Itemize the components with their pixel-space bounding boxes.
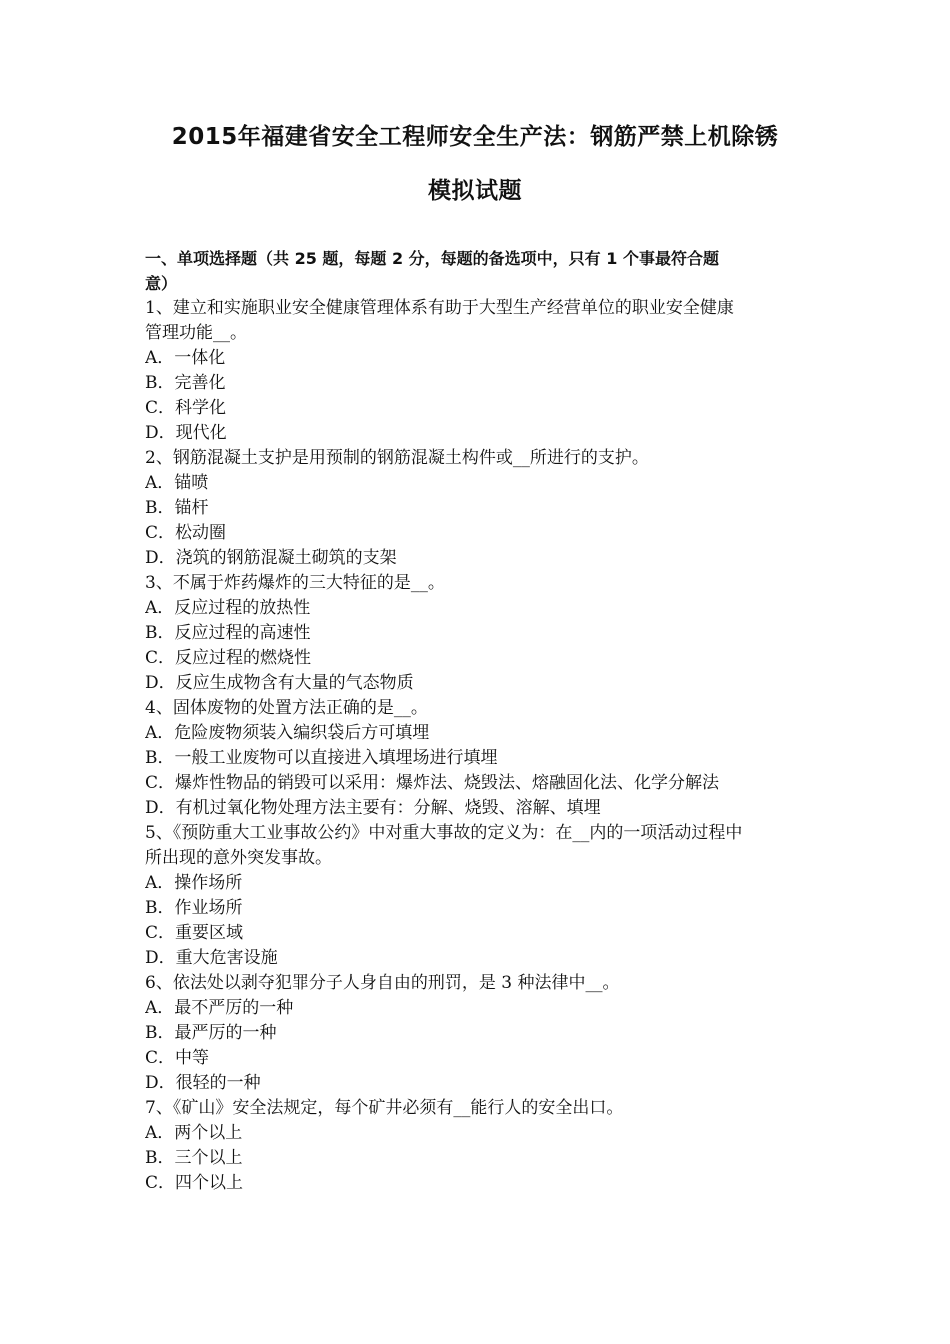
- question-item: [145, 296, 810, 446]
- question-stem-line: 管理功能__。: [145, 323, 247, 343]
- section-heading-line-1: 一、单项选择题（共 25 题，每题 2 分，每题的备选项中，只有 1 个事最符合题: [145, 249, 719, 268]
- answer-option: D．重大危害设施: [145, 948, 278, 968]
- question-item: [145, 971, 810, 1096]
- answer-option: C．松动圈: [145, 523, 227, 543]
- answer-option: D．浇筑的钢筋混凝土砌筑的支架: [145, 548, 397, 568]
- answer-option: C．反应过程的燃烧性: [145, 648, 312, 668]
- answer-option: B．最严厉的一种: [145, 1023, 277, 1043]
- answer-option: C．四个以上: [145, 1173, 244, 1193]
- section-heading-line-2: 意）: [145, 274, 178, 293]
- question-stem-line: 所出现的意外突发事故。: [145, 848, 332, 868]
- answer-option: D．反应生成物含有大量的气态物质: [145, 673, 414, 693]
- question-stem-line: 7、《矿山》安全法规定，每个矿井必须有__能行人的安全出口。: [145, 1098, 624, 1118]
- answer-option: A．锚喷: [145, 473, 209, 493]
- question-stem-line: 2、钢筋混凝土支护是用预制的钢筋混凝土构件或__所进行的支护。: [145, 448, 649, 468]
- answer-option: B．锚杆: [145, 498, 209, 518]
- answer-option: A．最不严厉的一种: [145, 998, 294, 1018]
- question-stem-line: 6、依法处以剥夺犯罪分子人身自由的刑罚，是 3 种法律中__。: [145, 973, 620, 993]
- question-item: [145, 1096, 810, 1196]
- answer-option: B．三个以上: [145, 1148, 243, 1168]
- answer-option: D．有机过氧化物处理方法主要有：分解、烧毁、溶解、填埋: [145, 798, 601, 818]
- answer-option: B．完善化: [145, 373, 226, 393]
- answer-option: B．反应过程的高速性: [145, 623, 311, 643]
- question-item: [145, 446, 810, 571]
- answer-option: A．一体化: [145, 348, 226, 368]
- question-stem-line: 1、建立和实施职业安全健康管理体系有助于大型生产经营单位的职业安全健康: [145, 298, 734, 318]
- question-item: [145, 571, 810, 696]
- question-stem-line: 3、不属于炸药爆炸的三大特征的是__。: [145, 573, 445, 593]
- answer-option: D．现代化: [145, 423, 227, 443]
- document-title-line-2: 模拟试题: [428, 178, 522, 204]
- answer-option: C．科学化: [145, 398, 227, 418]
- answer-option: A．两个以上: [145, 1123, 243, 1143]
- answer-option: A．危险废物须装入编织袋后方可填埋: [145, 723, 430, 743]
- answer-option: B．作业场所: [145, 898, 243, 918]
- question-list: [145, 296, 810, 1196]
- answer-option: B．一般工业废物可以直接进入填埋场进行填埋: [145, 748, 498, 768]
- question-stem-line: 4、固体废物的处置方法正确的是__。: [145, 698, 428, 718]
- answer-option: C．中等: [145, 1048, 210, 1068]
- answer-option: C．重要区域: [145, 923, 244, 943]
- answer-option: D．很轻的一种: [145, 1073, 261, 1093]
- answer-option: A．反应过程的放热性: [145, 598, 311, 618]
- answer-option: C．爆炸性物品的销毁可以采用：爆炸法、烧毁法、熔融固化法、化学分解法: [145, 773, 720, 793]
- document-body: [145, 246, 810, 1196]
- answer-option: A．操作场所: [145, 873, 243, 893]
- document-title-line-1: 2015年福建省安全工程师安全生产法：钢筋严禁上机除锈: [171, 124, 779, 150]
- question-item: [145, 821, 810, 971]
- question-stem-line: 5、《预防重大工业事故公约》中对重大事故的定义为：在__内的一项活动过程中: [145, 823, 743, 843]
- question-item: [145, 696, 810, 821]
